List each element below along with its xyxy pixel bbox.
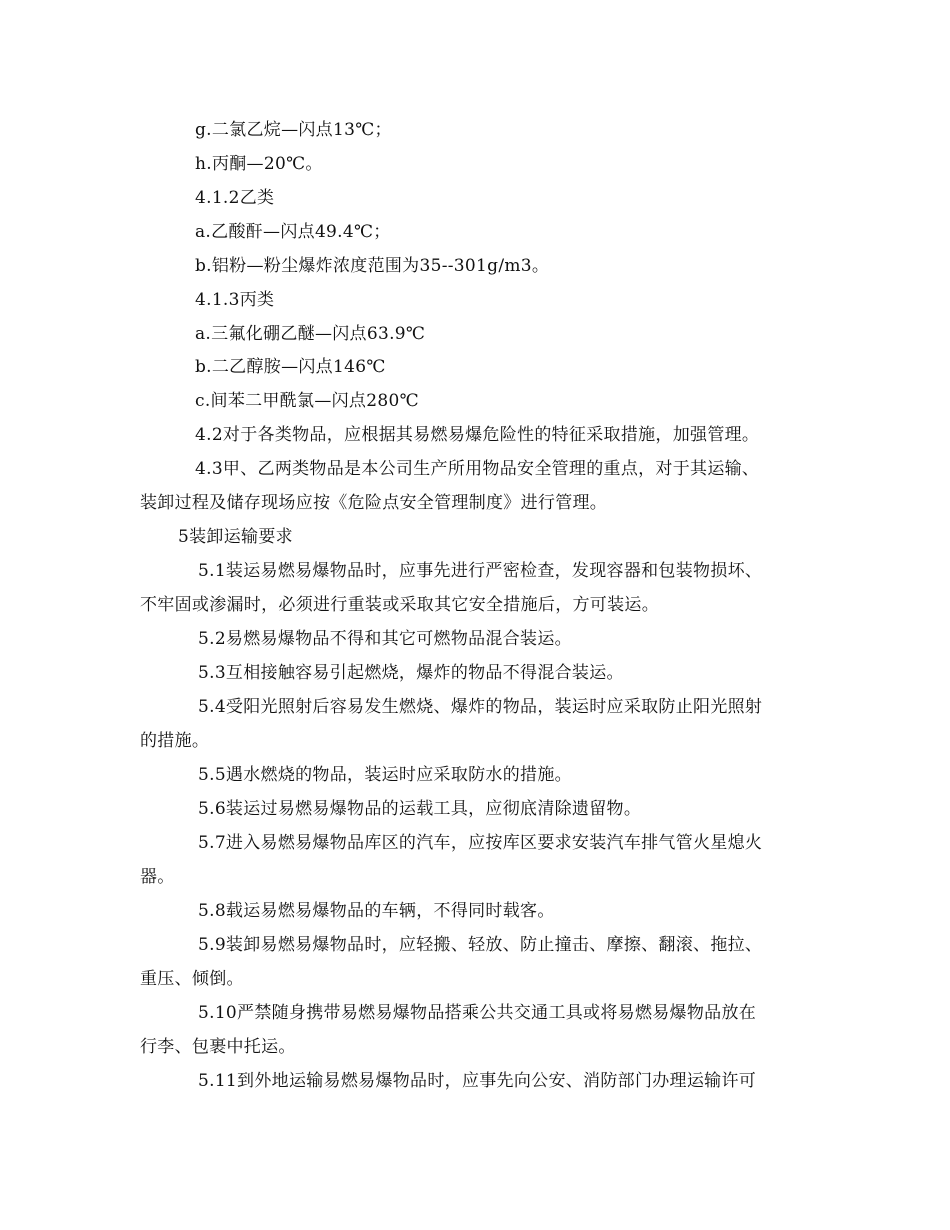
text-line: 5.4受阳光照射后容易发生燃烧、爆炸的物品，装运时应采取防止阳光照射 [198, 697, 763, 717]
text-line: 5.10严禁随身携带易燃易爆物品搭乘公共交通工具或将易燃易爆物品放在 [198, 1003, 757, 1023]
text-line: a.三氟化硼乙醚—闪点63.9℃ [195, 324, 426, 344]
text-line: g.二氯乙烷—闪点13℃； [195, 120, 392, 140]
text-line: 5.11到外地运输易燃易爆物品时，应事先向公安、消防部门办理运输许可 [198, 1071, 757, 1091]
text-line: 4.1.2乙类 [195, 188, 275, 208]
text-line: 行李、包裹中托运。 [140, 1037, 296, 1057]
text-line: a.乙酸酐—闪点49.4℃； [195, 222, 391, 242]
text-line: 装卸过程及储存现场应按《危险点安全管理制度》进行管理。 [140, 493, 608, 513]
text-line: 不牢固或渗漏时，必须进行重装或采取其它安全措施后，方可装运。 [140, 595, 659, 615]
text-line: b.二乙醇胺—闪点146℃ [195, 357, 386, 377]
text-line: 4.3甲、乙两类物品是本公司生产所用物品安全管理的重点，对于其运输、 [195, 459, 760, 479]
text-line: h.丙酮—20℃。 [195, 154, 323, 174]
text-line: 4.2对于各类物品，应根据其易燃易爆危险性的特征采取措施，加强管理。 [195, 425, 760, 445]
text-line: 5.1装运易燃易爆物品时，应事先进行严密检查，发现容器和包装物损坏、 [198, 561, 763, 581]
text-line: b.铝粉—粉尘爆炸浓度范围为35--301g/m3。 [195, 256, 550, 276]
text-line: 5.3互相接触容易引起燃烧，爆炸的物品不得混合装运。 [198, 663, 624, 683]
text-line: 5.5遇水燃烧的物品，装运时应采取防水的措施。 [198, 765, 572, 785]
text-line: 5.2易燃易爆物品不得和其它可燃物品混合装运。 [198, 629, 572, 649]
text-line: 5.8载运易燃易爆物品的车辆，不得同时载客。 [198, 901, 555, 921]
text-line: 重压、倾倒。 [140, 969, 244, 989]
text-line: 5.6装运过易燃易爆物品的运载工具，应彻底清除遗留物。 [198, 799, 642, 819]
section-heading: 5装卸运输要求 [178, 527, 293, 547]
text-line: c.间苯二甲酰氯—闪点280℃ [195, 391, 419, 411]
text-line: 器。 [140, 867, 175, 887]
text-line: 5.9装卸易燃易爆物品时，应轻搬、轻放、防止撞击、摩擦、翻滚、拖拉、 [198, 935, 763, 955]
text-line: 4.1.3丙类 [195, 290, 275, 310]
text-line: 的措施。 [140, 731, 210, 751]
text-line: 5.7进入易燃易爆物品库区的汽车，应按库区要求安装汽车排气管火星熄火 [198, 833, 763, 853]
